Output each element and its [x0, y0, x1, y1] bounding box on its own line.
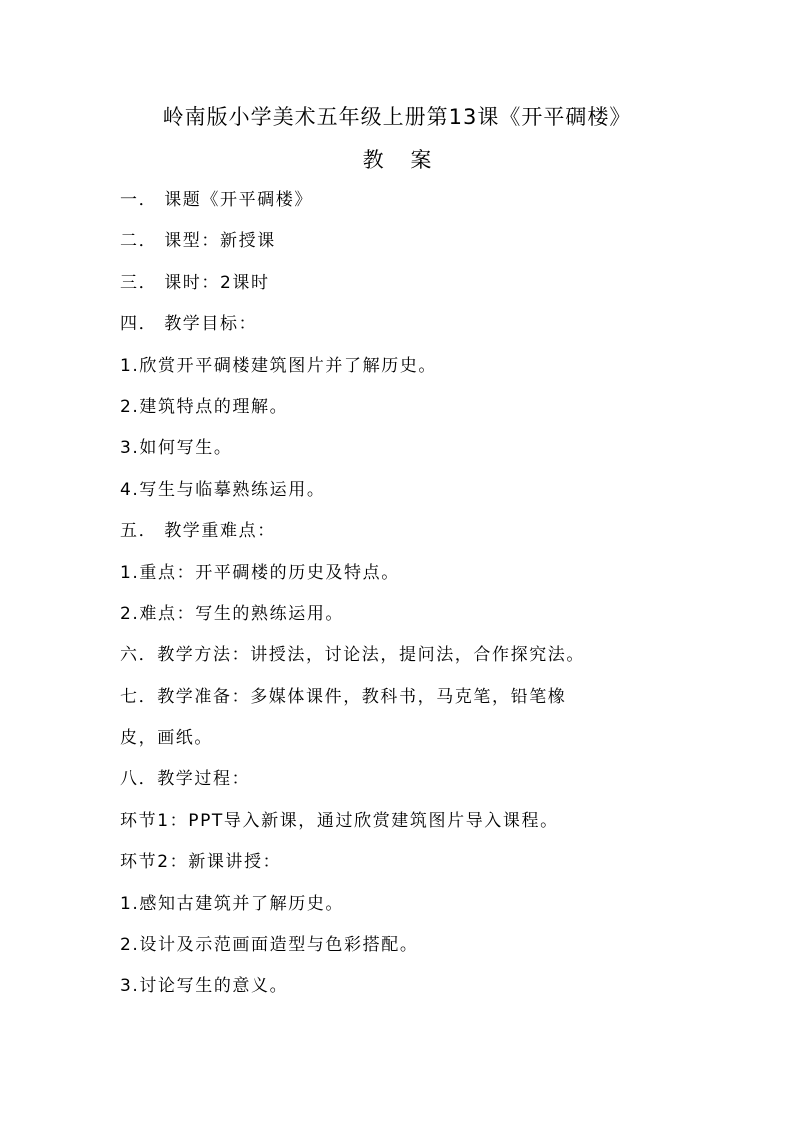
section-heading-class-hours: 三． 课时：2课时: [120, 272, 270, 293]
section-teaching-prep-continued: 皮，画纸。: [120, 728, 213, 749]
document-subtitle: 教 案: [362, 148, 432, 172]
section-heading-objectives: 四． 教学目标：: [120, 314, 258, 335]
process-substep: 2.设计及示范画面造型与色彩搭配。: [120, 935, 419, 956]
process-substep: 3.讨论写生的意义。: [120, 976, 289, 997]
section-teaching-methods: 六．教学方法：讲授法，讨论法，提问法，合作探究法。: [120, 645, 585, 666]
section-teaching-prep: 七．教学准备：多媒体课件，教科书，马克笔，铅笔橡: [120, 686, 567, 707]
section-heading-lesson-type: 二． 课型：新授课: [120, 231, 276, 252]
key-point-item: 1.重点：开平碉楼的历史及特点。: [120, 562, 400, 583]
section-heading-topic: 一． 课题《开平碉楼》: [120, 190, 314, 210]
objective-item: 4.写生与临摹熟练运用。: [120, 479, 326, 500]
section-heading-process: 八．教学过程：: [120, 769, 251, 790]
process-step: 环节1：PPT导入新课，通过欣赏建筑图片导入课程。: [120, 810, 559, 831]
document-title: 岭南版小学美术五年级上册第13课《开平碉楼》: [162, 105, 632, 129]
objective-item: 2.建筑特点的理解。: [120, 396, 289, 417]
objective-item: 3.如何写生。: [120, 438, 233, 459]
section-heading-key-points: 五． 教学重难点：: [120, 521, 276, 542]
objective-item: 1.欣赏开平碉楼建筑图片并了解历史。: [120, 355, 438, 376]
process-step: 环节2：新课讲授：: [120, 852, 282, 873]
key-point-item: 2.难点：写生的熟练运用。: [120, 603, 345, 624]
document-body: [120, 185, 680, 1013]
process-substep: 1.感知古建筑并了解历史。: [120, 893, 345, 914]
